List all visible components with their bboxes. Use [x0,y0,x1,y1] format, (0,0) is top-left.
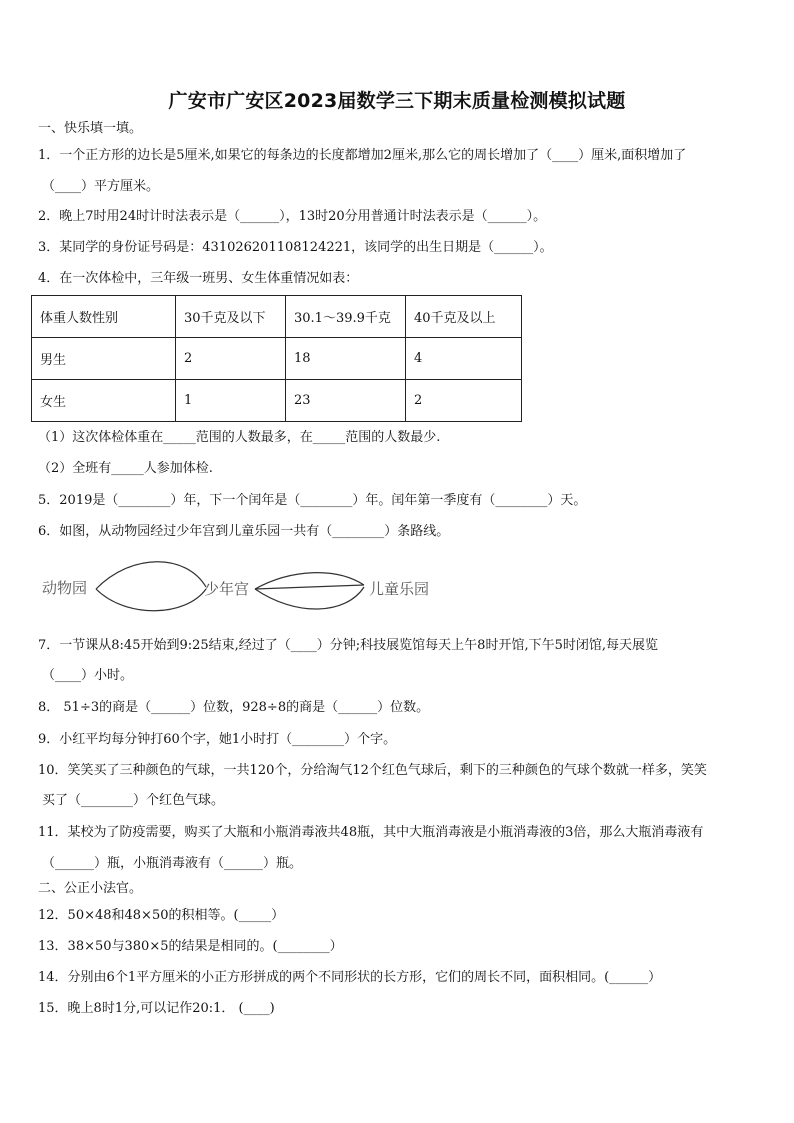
table-header-cell: 30千克及以下 [176,296,286,338]
zoo-label: 动物园 [42,579,88,597]
childrens-park-label: 儿童乐园 [369,580,430,598]
question-8: 8． 51÷3的商是（______）位数，928÷8的商是（______）位数。 [38,700,430,715]
table-cell: 1 [176,380,286,422]
question-7-continued: （____）小时。 [42,668,134,683]
question-4-sub-2: （2）全班有_____人参加体检. [38,461,213,476]
question-5: 5．2019是（________）年，下一个闰年是（________）年。闰年第一季度有（________）天。 [38,493,587,508]
route-curve-lower-right [255,587,364,609]
table-cell: 女生 [32,380,176,422]
question-7: 7．一节课从8:45开始到9:25结束,经过了（____）分钟;科技展览馆每天上午8时开馆,下午5时闭馆,每天展览 [38,638,658,653]
table-header-cell: 30.1～39.9千克 [286,296,406,338]
route-curve-upper-left [96,562,206,589]
weight-table [31,295,522,422]
section-heading-true-false: 二、公正小法官。 [38,881,143,896]
question-14: 14．分别由6个1平方厘米的小正方形拼成的两个不同形状的长方形，它们的周长不同，面积相同。(______） [38,970,662,985]
route-diagram [36,555,456,619]
question-1: 1．一个正方形的边长是5厘米,如果它的每条边的长度都增加2厘米,那么它的周长增加了（____）厘米,面积增加了 [38,148,687,163]
question-2: 2．晚上7时用24时计时法表示是（______），13时20分用普通计时法表示是（______）。 [38,209,547,224]
table-row [32,338,522,380]
question-3: 3．某同学的身份证号码是：431026201108124221，该同学的出生日期是（______）。 [38,240,553,255]
question-9: 9．小红平均每分钟打60个字，她1小时打（________）个字。 [38,732,397,747]
table-cell: 2 [406,380,522,422]
question-10-continued: 买了（________）个红色气球。 [42,793,225,808]
table-cell: 2 [176,338,286,380]
table-row [32,380,522,422]
question-10: 10．笑笑买了三种颜色的气球，一共120个，分给淘气12个红色气球后，剩下的三种颜色的气球个数就一样多，笑笑 [38,763,707,778]
question-12: 12．50×48和48×50的积相等。(_____） [38,908,285,923]
question-15: 15．晚上8时1分,可以记作20:1． (____) [38,1001,275,1016]
table-header-cell: 体重人数性别 [32,296,176,338]
question-1-continued: （____）平方厘米。 [42,179,160,194]
youth-palace-label: 少年宫 [204,580,250,598]
table-cell: 男生 [32,338,176,380]
question-13: 13．38×50与380×5的结果是相同的。(________） [38,939,343,954]
route-curve-lower-left [96,589,206,611]
question-11-continued: （______）瓶，小瓶消毒液有（______）瓶。 [42,856,303,871]
page-title: 广安市广安区2023届数学三下期末质量检测模拟试题 [168,90,626,112]
question-6: 6．如图，从动物园经过少年宫到儿童乐园一共有（________）条路线。 [38,524,450,539]
table-header-cell: 40千克及以上 [406,296,522,338]
table-header-row [32,296,522,338]
question-11: 11．某校为了防疫需要，购买了大瓶和小瓶消毒液共48瓶，其中大瓶消毒液是小瓶消毒液的3倍，那么大瓶消毒液有 [38,825,704,840]
table-cell: 18 [286,338,406,380]
question-4: 4．在一次体检中，三年级一班男、女生体重情况如表： [38,271,359,286]
question-4-sub-1: （1）这次体检体重在_____范围的人数最多，在_____范围的人数最少. [38,430,441,445]
route-line-middle-right [255,585,364,589]
table-cell: 23 [286,380,406,422]
table-cell: 4 [406,338,522,380]
section-heading-fill-in: 一、快乐填一填。 [38,121,143,136]
